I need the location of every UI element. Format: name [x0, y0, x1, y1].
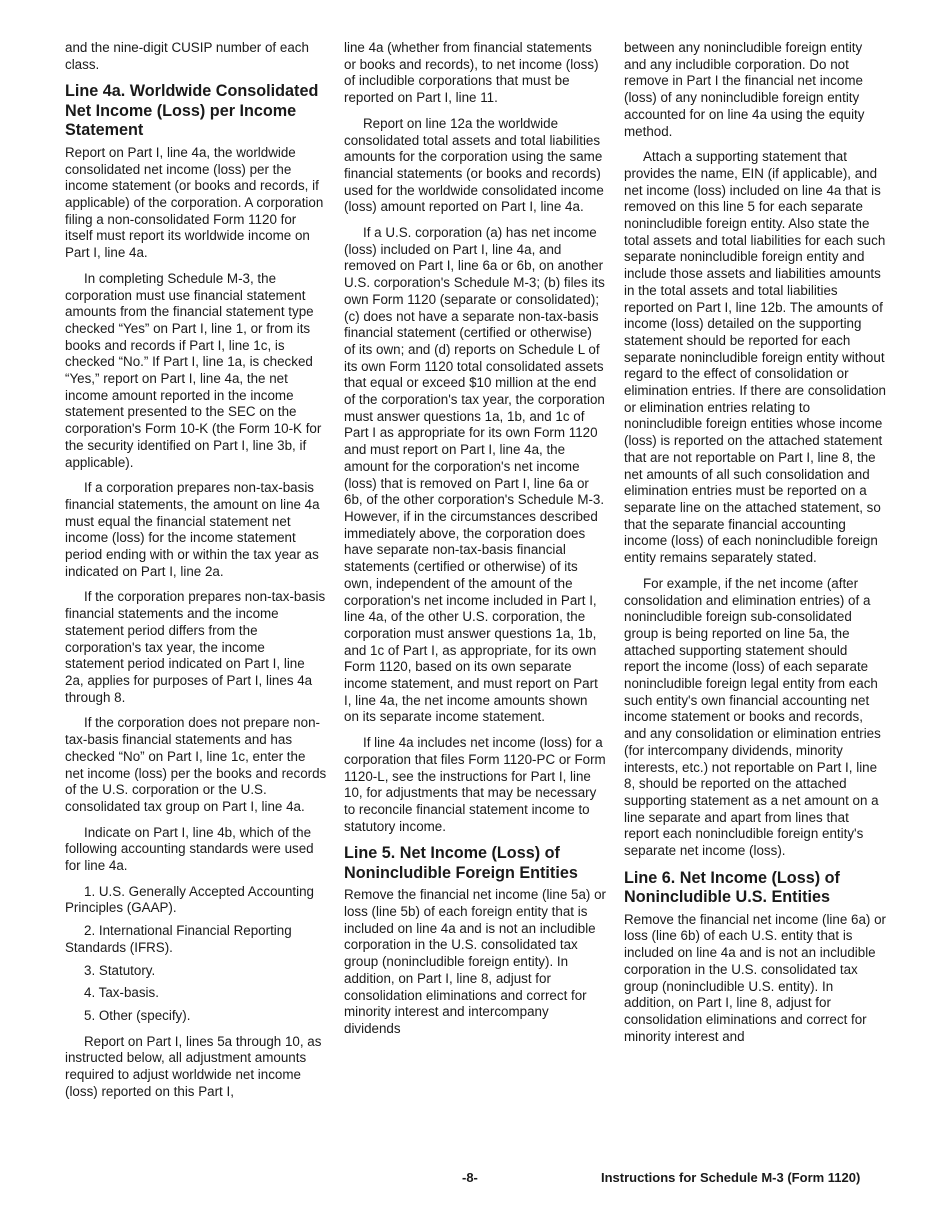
- paragraph: Report on line 12a the worldwide consolidated total assets and total liabilities amounts for the corporation using the same financial statements (or books and records) used for the worldwide consolidated income (loss) amount reported on Part I, line 4a.: [344, 115, 604, 215]
- accounting-standards-list: [65, 884, 327, 1025]
- list-item: 4. Tax-basis.: [84, 985, 159, 1001]
- paragraph: Remove the financial net income (line 6a) or loss (line 6b) of each U.S. entity that is included on line 4a and is not an includible corporation in the U.S. consolidated tax group (nonincludible U.S. entity). In addition, on Part I, line 8, adjust for consolidation eliminations and correct for minority interest and: [624, 911, 886, 1044]
- paragraph: Report on Part I, line 4a, the worldwide consolidated net income (loss) per the income statement (or books and records, if applicable) of the corporation. A corporation filing a non-consolidated Form 1120 for itself must report its worldwide income on Part I, line 4a.: [65, 144, 324, 261]
- section-heading-line-6: Line 6. Net Income (Loss) of Nonincludible U.S. Entities: [624, 868, 840, 907]
- section-heading-line-4a: Line 4a. Worldwide Consolidated Net Income (Loss) per Income Statement: [65, 82, 319, 140]
- paragraph: Remove the financial net income (line 5a) or loss (line 5b) of each foreign entity that is included on line 4a and is not an includible corporation in the U.S. consolidated tax group (nonincludible foreign entity). In addition, on Part I, line 8, adjust for consolidation eliminations and correct for minority interest and intercompany dividends: [344, 887, 606, 1036]
- list-item: 1. U.S. Generally Accepted Accounting Principles (GAAP).: [65, 883, 315, 916]
- column-3: [624, 40, 886, 1054]
- paragraph: Attach a supporting statement that provides the name, EIN (if applicable), and net income (loss) included on line 4a that is removed on this line 5 for each separate nonincludible foreign entity. Also state the total assets and total liabilities for each such separate nonincludible foreign entity and include those assets and liabilities amounts in the total assets and total liabilities reported on Part I, line 12b. The amounts of income (loss) detailed on the supporting statement should be reported for each separate nonincludible foreign entity without regard to the effect of consolidation or elimination entries. If there are consolidation or elimination entries relating to nonincludible foreign entities whose income (loss) is reported on the attached statement that are not reportable on Part I, line 8, the net amounts of all such consolidation and elimination entries must be reported on a separate line on the attached statement, so that the separate financial accounting income (loss) of each nonincludible foreign entity remains separately stated.: [624, 149, 887, 566]
- paragraph: Indicate on Part I, line 4b, which of the following accounting standards were used for line 4a.: [65, 824, 314, 874]
- column-2: [344, 40, 606, 1047]
- list-item: 2. International Financial Reporting Standards (IFRS).: [65, 923, 292, 955]
- paragraph: For example, if the net income (after consolidation and elimination entries) of a nonincludible foreign sub-consolidated group is being reported on line 5a, the attached supporting statement should report the income (loss) of each separate nonincludible foreign legal entity from each such entity's own financial accounting net income statement or books and records, and any consolidation or elimination entries (for intercompany dividends, minority interests, etc.) not reportable on Part I, line 8, should be reported on the attached supporting statement as a net amount on a line separate and apart from lines that report each nonincludible foreign entity's separate net income (loss).: [624, 575, 881, 859]
- paragraph: If the corporation does not prepare non-tax-basis financial statements and has checked “No” on Part I, line 1c, enter the net income (loss) per the books and records of the U.S. corporation or the U.S. consolidated tax group on Part I, line 4a.: [65, 715, 327, 814]
- list-item: 5. Other (specify).: [84, 1007, 191, 1023]
- page-number: -8-: [462, 1170, 478, 1185]
- paragraph: Report on Part I, lines 5a through 10, as instructed below, all adjustment amounts required to adjust worldwide net income (loss) reported on this Part I,: [65, 1033, 322, 1099]
- paragraph: If a U.S. corporation (a) has net income (loss) included on Part I, line 4a, and removed on Part I, line 6a or 6b, on another U.S. corporation's Schedule M-3; (b) files its own Form 1120 (separate or consolidated); (c) does not have a separate non-tax-basis financial statement (certified or otherwise) of its own; and (d) reports on Schedule L of its own Form 1120 total consolidated assets that equal or exceed $10 million at the end of the corporation's tax year, the corporation must answer questions 1a, 1b, and 1c of Part I as appropriate for its own Form 1120 and must report on Part I, line 4a, the amount for the corporation's net income (loss) that is removed on Part I, line 6a or 6b, of the other corporation's Schedule M-3. However, if in the circumstances described immediately above, the corporation does have separate non-tax-basis financial statements (certified or otherwise) of its own, independent of the amount of the corporation's net income included in Part I, line 4a, of the other U.S. corporation, the corporation must answer questions 1a, 1b, and 1c of Part I, as appropriate, for its own Form 1120, based on its own separate income statement, and must report on Part I, line 4a, the net income amounts shown on its separate income statement.: [344, 225, 605, 725]
- paragraph: If the corporation prepares non-tax-basis financial statements and the income statement period differs from the corporation's tax year, the income statement period indicated on Part I, line 2a, applies for purposes of Part I, lines 4a through 8.: [65, 589, 326, 705]
- form-title-footer: Instructions for Schedule M-3 (Form 1120): [601, 1170, 861, 1185]
- paragraph: between any nonincludible foreign entity and any includible corporation. Do not remove in Part I the financial net income (loss) of any nonincludible foreign entity accounted for on line 4a using the equity method.: [624, 40, 865, 139]
- section-heading-line-5: Line 5. Net Income (Loss) of Nonincludible Foreign Entities: [344, 844, 578, 882]
- paragraph: line 4a (whether from financial statements or books and records), to net income (loss) of includible corporations that must be reported on Part I, line 11.: [344, 40, 599, 106]
- paragraph: If a corporation prepares non-tax-basis financial statements, the amount on line 4a must equal the financial statement net income (loss) for the income statement period ending with or within the tax year as indicated on Part I, line 2a.: [65, 480, 320, 579]
- paragraph: In completing Schedule M-3, the corporation must use financial statement amounts from the financial statement type checked “Yes” on Part I, line 1, or from its books and records if Part I, line 1c, is checked “No.” If Part I, line 1a, is checked “Yes,” report on Part I, line 4a, the net income amount reported in the income statement presented to the SEC on the corporation's Form 10-K (the Form 10-K for the security identified on Part I, line 3b, if applicable).: [65, 270, 322, 470]
- paragraph: If line 4a includes net income (loss) for a corporation that files Form 1120-PC or Form 1120-L, see the instructions for Part I, line 10, for adjustments that may be necessary to reconcile financial statement income to statutory income.: [344, 735, 606, 834]
- list-item: 3. Statutory.: [84, 962, 156, 978]
- column-1: [65, 40, 327, 1109]
- paragraph: and the nine-digit CUSIP number of each class.: [65, 40, 309, 72]
